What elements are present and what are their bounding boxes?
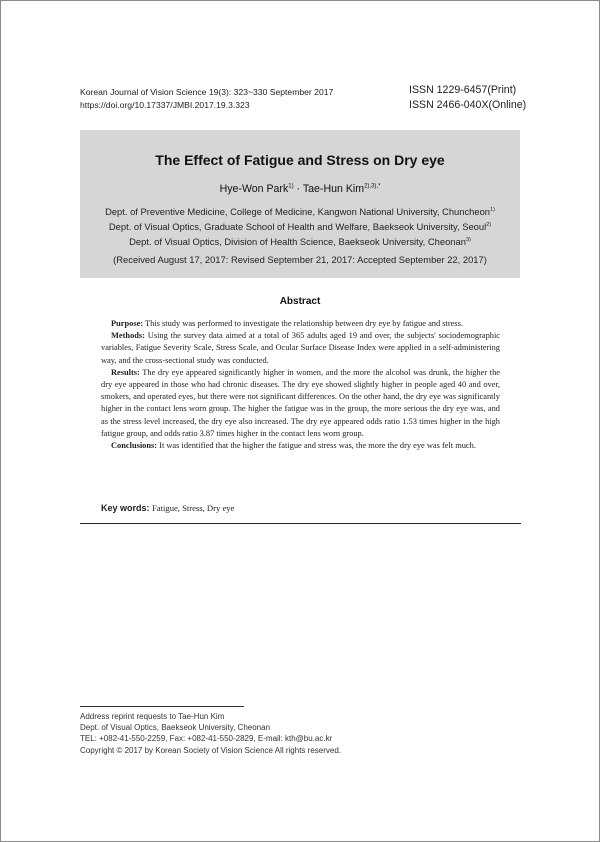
author-name: Hye-Won Park — [219, 183, 289, 195]
author-name: Tae-Hun Kim — [302, 183, 365, 195]
section-text: The dry eye appeared significantly higher in women, and the more the alcohol was drunk, the higher the dry eye appeared in those who had chronic diseases. The dry eye showed slightly higher in people aged 40 and over, smokers, and operated eyes, but there were not significant differences. On the other hand, the dry eye was significantly higher in the contact lens worn group. The higher the fatigue was in the group, the more serious the dry eye was, and as the stress level increased, the dry eye also increased. The dry eye appeared odds ratio 1.53 times higher in the high fatigue group, and odds ratio 3.87 times higher in the contact lens worn group. — [101, 367, 500, 438]
affiliation-text: Dept. of Visual Optics, Graduate School of Health and Welfare, Baekseok University, Seoul — [108, 221, 487, 232]
footnote-line: Address reprint requests to Tae-Hun Kim — [80, 712, 225, 721]
abstract-paragraph-conclusions — [101, 440, 500, 452]
keywords-value: Fatigue, Stress, Dry eye — [152, 503, 235, 513]
section-label: Results: — [111, 367, 140, 377]
footnote — [80, 711, 480, 756]
abstract-paragraph-results — [101, 367, 500, 440]
issn-block — [409, 83, 539, 113]
issn-print: ISSN 1229-6457(Print) — [409, 84, 517, 96]
section-text: It was identified that the higher the fatigue and stress was, the more the dry eye was felt much. — [157, 441, 476, 451]
footnote-line: Dept. of Visual Optics, Baekseok University, Cheonan — [80, 723, 271, 733]
section-label: Conclusions: — [111, 441, 158, 451]
author-list — [80, 183, 520, 195]
footnote-contact: TEL: +082-41-550-2259, Fax: +082-41-550-2829, E-mail: kth@bu.ac.kr — [80, 734, 333, 744]
abstract-paragraph-purpose — [101, 318, 500, 330]
issn-online: ISSN 2466-040X(Online) — [409, 99, 527, 111]
submission-dates: (Received August 17, 2017: Revised September 21, 2017: Accepted September 22, 2017) — [113, 254, 487, 265]
affiliation-mark: 3) — [465, 236, 471, 243]
affiliation — [80, 236, 520, 247]
journal-citation — [80, 86, 380, 111]
author-affiliation-mark: 2),3),* — [364, 183, 381, 190]
section-text: Using the survey data aimed at a total of 365 adults aged 19 and over, the subjects' sociodemographic variables, Fatigue Severity Scale, Stress Scale, and Ocular Surface Disease Index were applied in a self-administering way, and the cross-sectional study was conducted. — [101, 331, 500, 365]
footnote-divider — [80, 706, 244, 707]
section-label: Methods: — [111, 331, 145, 341]
abstract-heading: Abstract — [279, 296, 321, 307]
author-separator: · — [293, 183, 303, 195]
journal-line: Korean Journal of Vision Science 19(3): 323~330 September 2017 — [80, 87, 334, 97]
affiliation — [80, 221, 520, 232]
keywords — [101, 503, 501, 513]
paper-title: The Effect of Fatigue and Stress on Dry eye — [155, 152, 445, 168]
copyright-notice: Copyright © 2017 by Korean Society of Vision Science All rights reserved. — [80, 745, 341, 755]
abstract-paragraph-methods — [101, 330, 500, 367]
affiliation-mark: 1) — [490, 206, 495, 213]
section-label: Purpose: — [111, 319, 144, 328]
keywords-label: Key words: — [101, 503, 150, 513]
abstract-body — [101, 318, 500, 452]
section-divider — [80, 523, 521, 524]
affiliation-mark: 2) — [486, 221, 492, 228]
doi-link[interactable]: https://doi.org/10.17337/JMBI.2017.19.3.323 — [80, 99, 250, 110]
title-box — [80, 130, 520, 278]
affiliation-text: Dept. of Visual Optics, Division of Health Science, Baekseok University, Cheonan — [129, 236, 466, 247]
affiliation — [80, 206, 520, 217]
affiliation-text: Dept. of Preventive Medicine, College of Medicine, Kangwon National University, Chuncheon — [105, 206, 491, 217]
author-affiliation-mark: 1) — [288, 183, 294, 190]
section-text: This study was performed to investigate the relationship between dry eye by fatigue and stress. — [143, 319, 463, 328]
